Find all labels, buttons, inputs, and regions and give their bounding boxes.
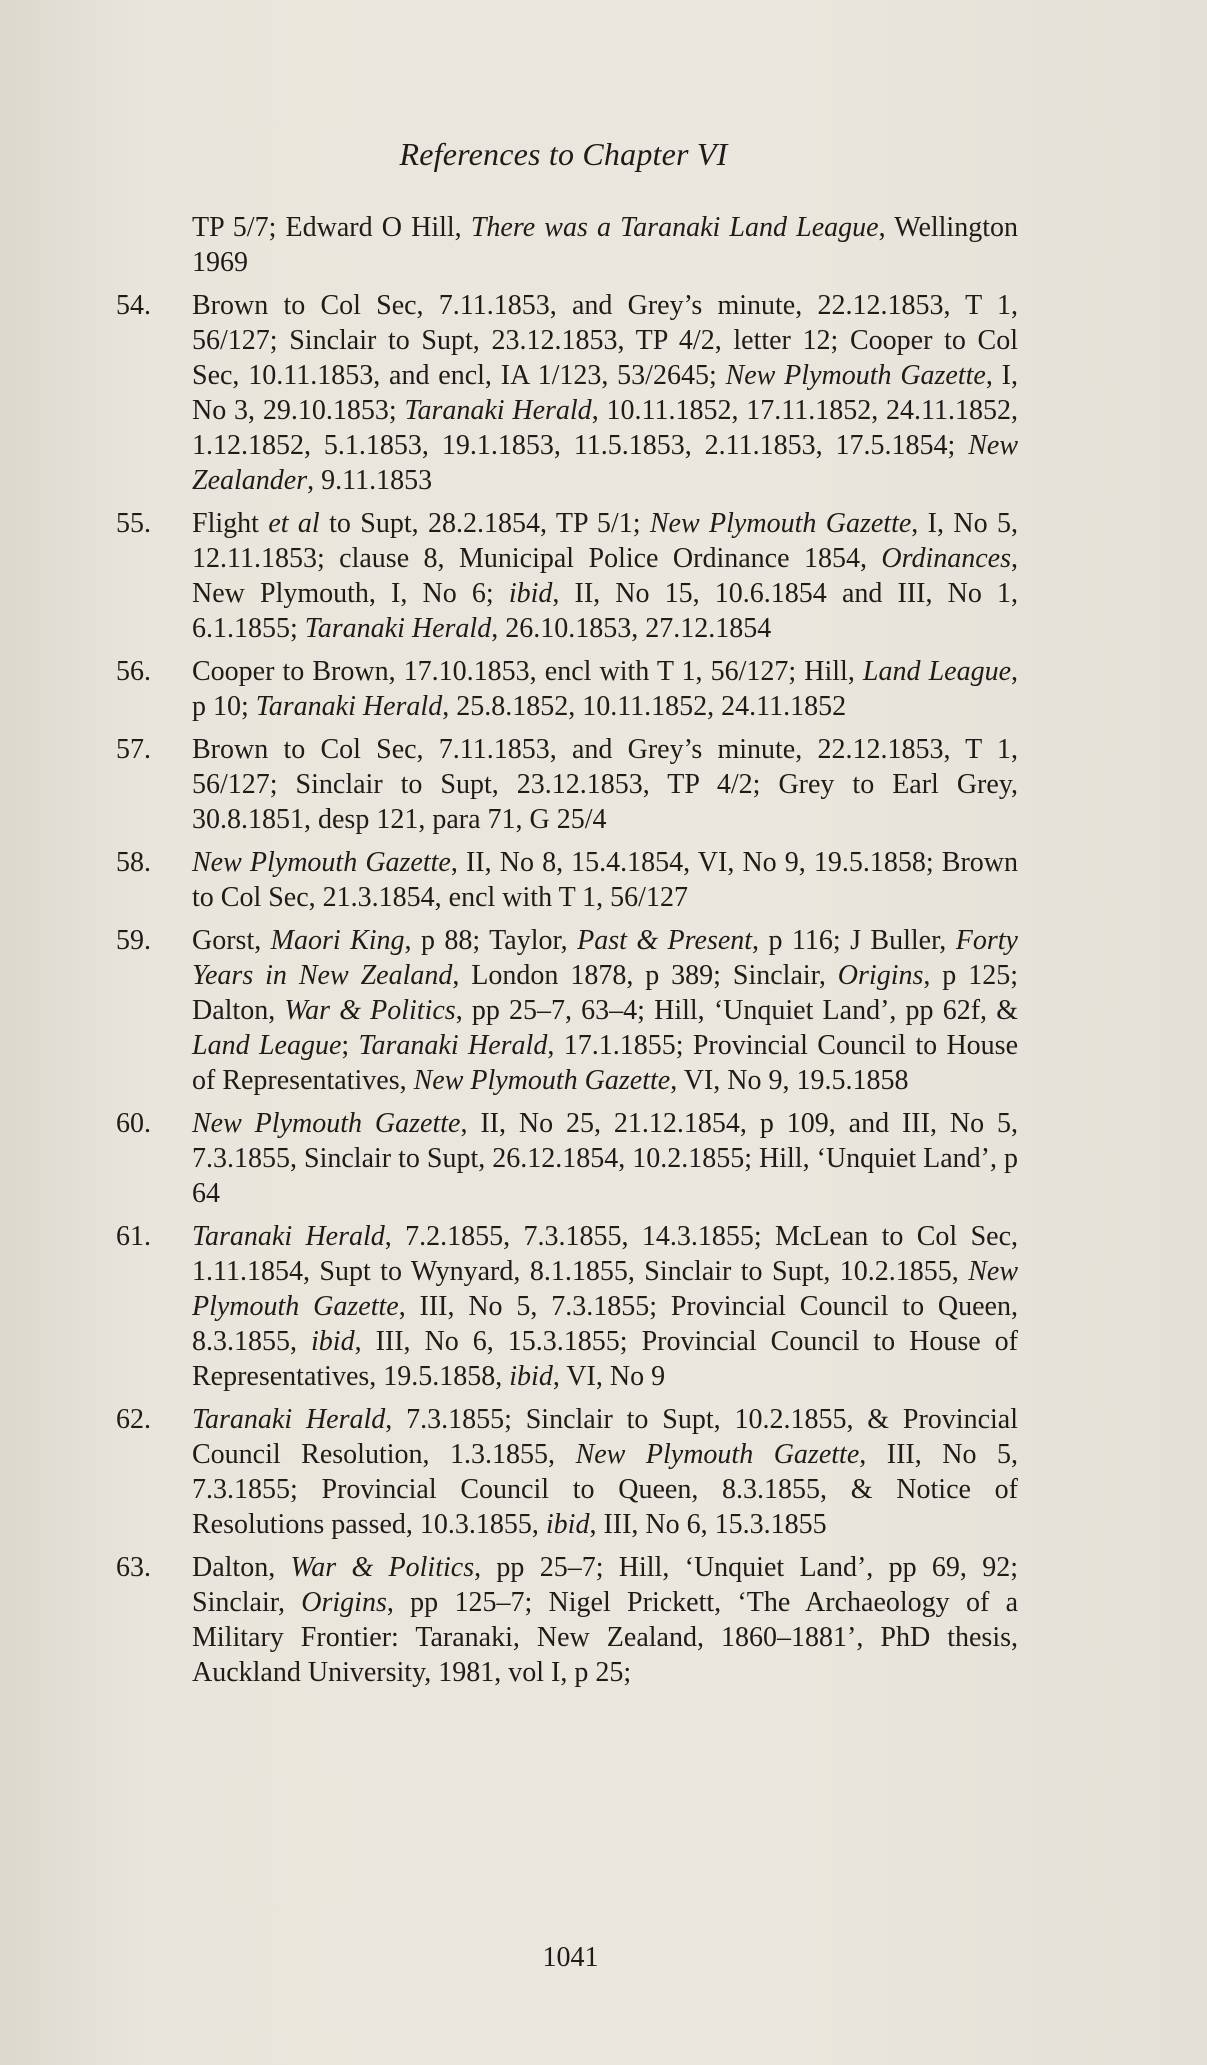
reference-title-italic: New Plymouth Gazette: [649, 508, 912, 539]
reference-text-run: , 17.1.1855; Provincial Council to House of Representatives,: [192, 1030, 1019, 1096]
reference-title-italic: War & Politics: [290, 1552, 475, 1583]
reference-text-run: , VI, No 9: [552, 1361, 666, 1392]
reference-title-italic: ibid: [508, 578, 553, 609]
reference-text-run: , III, No 6, 15.3.1855; Provincial Council to House of Representatives, 19.5.1858,: [192, 1326, 1019, 1392]
reference-title-italic: New Plymouth Gazette: [192, 1256, 1018, 1322]
reference-text-run: , London 1878, p 389; Sinclair,: [452, 960, 838, 991]
reference-title-italic: Taranaki Herald: [304, 613, 492, 644]
reference-text-run: ;: [341, 1030, 359, 1061]
reference-text-run: , III, No 6, 15.3.1855: [589, 1509, 827, 1540]
reference-text-run: , 26.10.1853, 27.12.1854: [491, 613, 772, 644]
reference-text-run: , 25.8.1852, 10.11.1852, 24.11.1852: [442, 691, 847, 722]
reference-title-italic: Origins: [837, 960, 924, 991]
reference-entry: [112, 732, 1018, 837]
reference-number: 63.: [116, 1552, 151, 1583]
reference-text-run: , 7.2.1855, 7.3.1855, 14.3.1855; McLean to Col Sec, 1.11.1854, Supt to Wynyard, 8.1.1855, Sinclair to Supt, 10.2.1855,: [192, 1221, 1018, 1287]
reference-title-italic: ibid: [311, 1326, 355, 1357]
reference-text: [192, 654, 1018, 724]
reference-number: 55.: [116, 508, 151, 539]
reference-text-run: Brown to Col Sec, 7.11.1853, and Grey’s minute, 22.12.1853, T 1, 56/127; Sinclair to Supt, 23.12.1853, TP 4/2; Grey to Earl Grey, 30.8.1851, desp 121, para 71, G 25/4: [192, 734, 1018, 835]
reference-entry: [112, 506, 1018, 646]
reference-text-run: , p 10;: [192, 656, 1018, 722]
reference-text: [192, 1550, 1018, 1690]
reference-title-italic: Taranaki Herald: [358, 1030, 548, 1061]
reference-text-run: , II, No 25, 21.12.1854, p 109, and III, No 5, 7.3.1855, Sinclair to Supt, 26.12.1854, 10.2.1855; Hill, ‘Unquiet Land’, p 64: [192, 1108, 1018, 1209]
reference-list: [112, 210, 1018, 1698]
reference-title-italic: Past & Present: [577, 925, 753, 956]
reference-title-italic: Taranaki Herald: [404, 395, 592, 426]
reference-title-italic: New Plymouth Gazette: [192, 847, 451, 878]
reference-title-italic: New Plymouth Gazette: [413, 1065, 671, 1096]
reference-entry: [112, 845, 1018, 915]
reference-text-run: , pp 125–7; Nigel Prickett, ‘The Archaeology of a Military Frontier: Taranaki, New Zealand, 1860–1881’, PhD thesis, Auckland University, 1981, vol I, p 25;: [192, 1587, 1019, 1688]
reference-number: 54.: [116, 290, 151, 321]
reference-title-italic: ibid: [509, 1361, 553, 1392]
reference-text-run: , II, No 8, 15.4.1854, VI, No 9, 19.5.1858; Brown to Col Sec, 21.3.1854, encl with T 1, 56/127: [192, 847, 1018, 913]
reference-entry: [112, 210, 1018, 280]
reference-text-run: , New Plymouth, I, No 6;: [192, 543, 1018, 609]
reference-text-run: TP 5/7; Edward O Hill,: [192, 212, 471, 243]
reference-text-run: , III, No 5, 7.3.1855; Provincial Council to Queen, 8.3.1855, & Notice of Resolutions passed, 10.3.1855,: [192, 1439, 1019, 1540]
reference-entry: [112, 1550, 1018, 1690]
reference-number: 61.: [116, 1221, 151, 1252]
reference-number: 60.: [116, 1108, 151, 1139]
reference-text-run: to Supt, 28.2.1854, TP 5/1;: [319, 508, 650, 539]
reference-text-run: Dalton,: [192, 1552, 291, 1583]
reference-title-italic: et al: [268, 508, 320, 539]
reference-number: 58.: [116, 847, 151, 878]
reference-text-run: Brown to Col Sec, 7.11.1853, and Grey’s minute, 22.12.1853, T 1, 56/127; Sinclair to Supt, 23.12.1853, TP 4/2, letter 12; Cooper to Col Sec, 10.11.1853, and encl, IA 1/123, 53/2645;: [192, 290, 1018, 391]
reference-text: [192, 1219, 1018, 1394]
reference-text-run: , p 116; J Buller,: [752, 925, 956, 956]
reference-title-italic: Taranaki Herald: [255, 691, 443, 722]
reference-text: [192, 210, 1018, 280]
reference-text: [192, 1402, 1018, 1542]
reference-number: 62.: [116, 1404, 151, 1435]
reference-text-run: , p 88; Taylor,: [404, 925, 578, 956]
reference-text: [192, 845, 1018, 915]
reference-text-run: , III, No 5, 7.3.1855; Provincial Council to Queen, 8.3.1855,: [192, 1291, 1018, 1357]
reference-entry: [112, 1106, 1018, 1211]
reference-title-italic: New Plymouth Gazette: [192, 1108, 461, 1139]
reference-entry: [112, 1219, 1018, 1394]
reference-text-run: , 7.3.1855; Sinclair to Supt, 10.2.1855, & Provincial Council Resolution, 1.3.1855,: [192, 1404, 1018, 1470]
reference-title-italic: New Zealander: [192, 430, 1018, 496]
reference-title-italic: There was a Taranaki Land League: [470, 212, 879, 243]
reference-title-italic: Taranaki Herald: [192, 1404, 386, 1435]
reference-title-italic: New Plymouth Gazette: [575, 1439, 860, 1470]
reference-title-italic: Forty Years in New Zealand: [192, 925, 1018, 991]
reference-text-run: Gorst,: [192, 925, 271, 956]
reference-number: 57.: [116, 734, 151, 765]
reference-title-italic: War & Politics: [284, 995, 456, 1026]
reference-text-run: , p 125; Dalton,: [192, 960, 1019, 1026]
reference-text-run: , 9.11.1853: [307, 465, 433, 496]
reference-text-run: Flight: [192, 508, 269, 539]
reference-text-run: , VI, No 9, 19.5.1858: [670, 1065, 909, 1096]
page-number: 1041: [542, 1942, 599, 1973]
reference-text-run: , pp 25–7; Hill, ‘Unquiet Land’, pp 69, 92; Sinclair,: [192, 1552, 1018, 1618]
reference-text-run: Cooper to Brown, 17.10.1853, encl with T 1, 56/127; Hill,: [192, 656, 863, 687]
running-header: References to Chapter VI: [399, 136, 728, 172]
reference-entry: [112, 1402, 1018, 1542]
reference-title-italic: Land League: [192, 1030, 342, 1061]
reference-title-italic: Ordinances: [881, 543, 1011, 574]
reference-title-italic: ibid: [545, 1509, 590, 1540]
reference-text-run: , I, No 5, 12.11.1853; clause 8, Municipal Police Ordinance 1854,: [192, 508, 1018, 574]
reference-text-run: , pp 25–7, 63–4; Hill, ‘Unquiet Land’, pp 62f, &: [455, 995, 1018, 1026]
reference-number: 59.: [116, 925, 151, 956]
reference-title-italic: New Plymouth Gazette: [725, 360, 986, 391]
reference-text-run: , Wellington 1969: [192, 212, 1018, 278]
reference-text: [192, 732, 1018, 837]
reference-text: [192, 923, 1018, 1098]
reference-entry: [112, 654, 1018, 724]
reference-text-run: , I, No 3, 29.10.1853;: [192, 360, 1019, 426]
reference-title-italic: Taranaki Herald: [192, 1221, 385, 1252]
reference-text-run: , 10.11.1852, 17.11.1852, 24.11.1852, 1.12.1852, 5.1.1853, 19.1.1853, 11.5.1853, 2.11.1853, 17.5.1854;: [192, 395, 1019, 461]
reference-text: [192, 288, 1018, 498]
reference-entry: [112, 923, 1018, 1098]
reference-text-run: , II, No 15, 10.6.1854 and III, No 1, 6.1.1855;: [192, 578, 1018, 644]
reference-title-italic: Land League: [862, 656, 1011, 687]
reference-title-italic: Origins: [301, 1587, 387, 1618]
reference-number: 56.: [116, 656, 151, 687]
reference-text: [192, 506, 1018, 646]
reference-text: [192, 1106, 1018, 1211]
reference-entry: [112, 288, 1018, 498]
reference-title-italic: Maori King: [270, 925, 405, 956]
